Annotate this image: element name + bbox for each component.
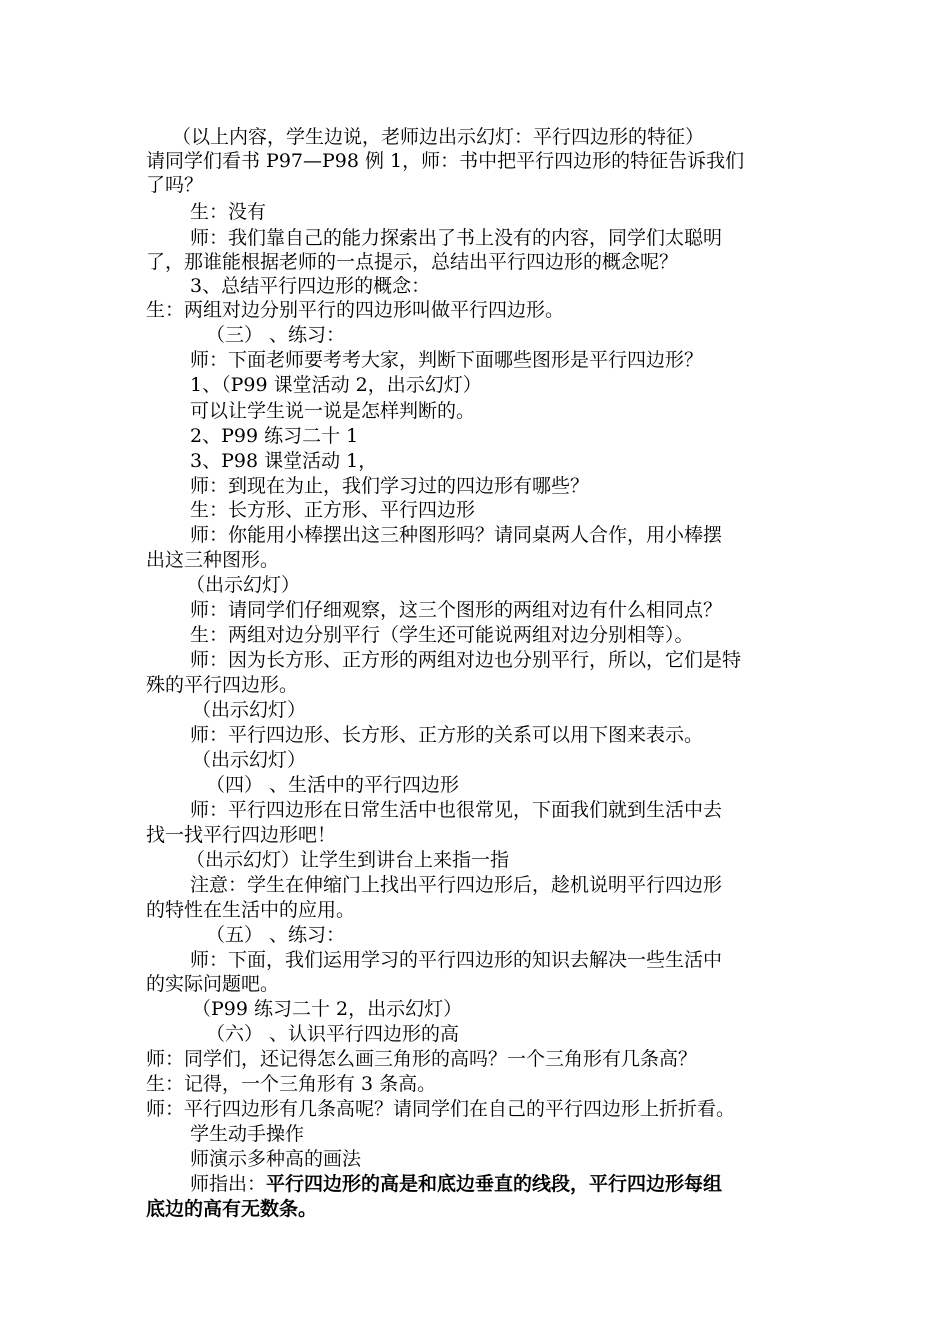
section-heading: （六） 、认识平行四边形的高	[206, 1023, 460, 1045]
text-line: 3、总结平行四边形的概念：	[190, 275, 431, 297]
text-line: 可以让学生说一说是怎样判断的。	[190, 400, 476, 422]
text-line: 请同学们看书 P97—P98 例 1，师：书中把平行四边形的特征告诉我们	[146, 150, 745, 172]
text-line: 2、P99 练习二十 1	[190, 425, 359, 447]
text-line: （出示幻灯）	[192, 749, 307, 771]
text-line: 的特性在生活中的应用。	[146, 899, 356, 921]
text-line: 师：下面老师要考考大家，判断下面哪些图形是平行四边形？	[190, 349, 704, 371]
section-heading: （五） 、练习：	[206, 924, 346, 946]
bold-statement: 平行四边形的高是和底边垂直的线段，平行四边形每组	[266, 1173, 723, 1195]
text-line: 1、（P99 课堂活动 2，出示幻灯）	[190, 374, 482, 396]
section-heading: （四） 、生活中的平行四边形	[206, 774, 460, 796]
text-line: 学生动手操作	[190, 1123, 305, 1145]
text-line: 了，那谁能根据老师的一点提示，总结出平行四边形的概念呢？	[146, 251, 679, 273]
text-line: 生：长方形、正方形、平行四边形	[190, 499, 476, 521]
text-line: 师：下面，我们运用学习的平行四边形的知识去解决一些生活中	[190, 949, 723, 971]
text-line: （P99 练习二十 2，出示幻灯）	[192, 998, 463, 1020]
text-line: 师：你能用小棒摆出这三种图形吗？请同桌两人合作，用小棒摆	[190, 524, 723, 546]
text-line: 师演示多种高的画法	[190, 1148, 362, 1170]
text-prefix: 师指出：	[190, 1173, 267, 1195]
text-line: 生：记得，一个三角形有 3 条高。	[146, 1073, 437, 1095]
text-line: 师：平行四边形有几条高呢？请同学们在自己的平行四边形上折折看。	[146, 1098, 736, 1120]
text-line: 师：平行四边形在日常生活中也很常见，下面我们就到生活中去	[190, 799, 723, 821]
text-line: 的实际问题吧。	[146, 973, 280, 995]
text-line: （出示幻灯）让学生到讲台上来指一指	[186, 849, 510, 871]
text-line: 找一找平行四边形吧！	[146, 824, 337, 846]
text-line: 师：因为长方形、正方形的两组对边也分别平行，所以，它们是特	[190, 649, 742, 671]
text-line: 师：同学们，还记得怎么画三角形的高吗？一个三角形有几条高？	[146, 1048, 698, 1070]
text-line: （出示幻灯）	[192, 699, 307, 721]
text-line: 注意：学生在伸缩门上找出平行四边形后，趁机说明平行四边形	[190, 874, 723, 896]
text-line: （以上内容，学生边说，老师边出示幻灯：平行四边形的特征）	[172, 126, 705, 148]
text-line: 出这三种图形。	[146, 549, 280, 571]
text-line: 师：请同学们仔细观察，这三个图形的两组对边有什么相同点？	[190, 599, 723, 621]
text-line: 3、P98 课堂活动 1，	[190, 450, 378, 472]
section-heading: （三） 、练习：	[206, 324, 346, 346]
text-line	[190, 1172, 722, 1196]
text-line: （出示幻灯）	[186, 574, 301, 596]
text-line: 了吗？	[146, 174, 204, 196]
bold-statement: 底边的高有无数条。	[146, 1198, 318, 1220]
text-line: 殊的平行四边形。	[146, 674, 299, 696]
text-line: 师：平行四边形、长方形、正方形的关系可以用下图来表示。	[190, 724, 704, 746]
text-line: 师：到现在为止，我们学习过的四边形有哪些？	[190, 475, 590, 497]
text-line: 生：两组对边分别平行（学生还可能说两组对边分别相等）。	[190, 624, 694, 646]
text-line: 师：我们靠自己的能力探索出了书上没有的内容，同学们太聪明	[190, 227, 723, 249]
text-line: 生：两组对边分别平行的四边形叫做平行四边形。	[146, 299, 565, 321]
text-line: 生：没有	[190, 201, 267, 223]
